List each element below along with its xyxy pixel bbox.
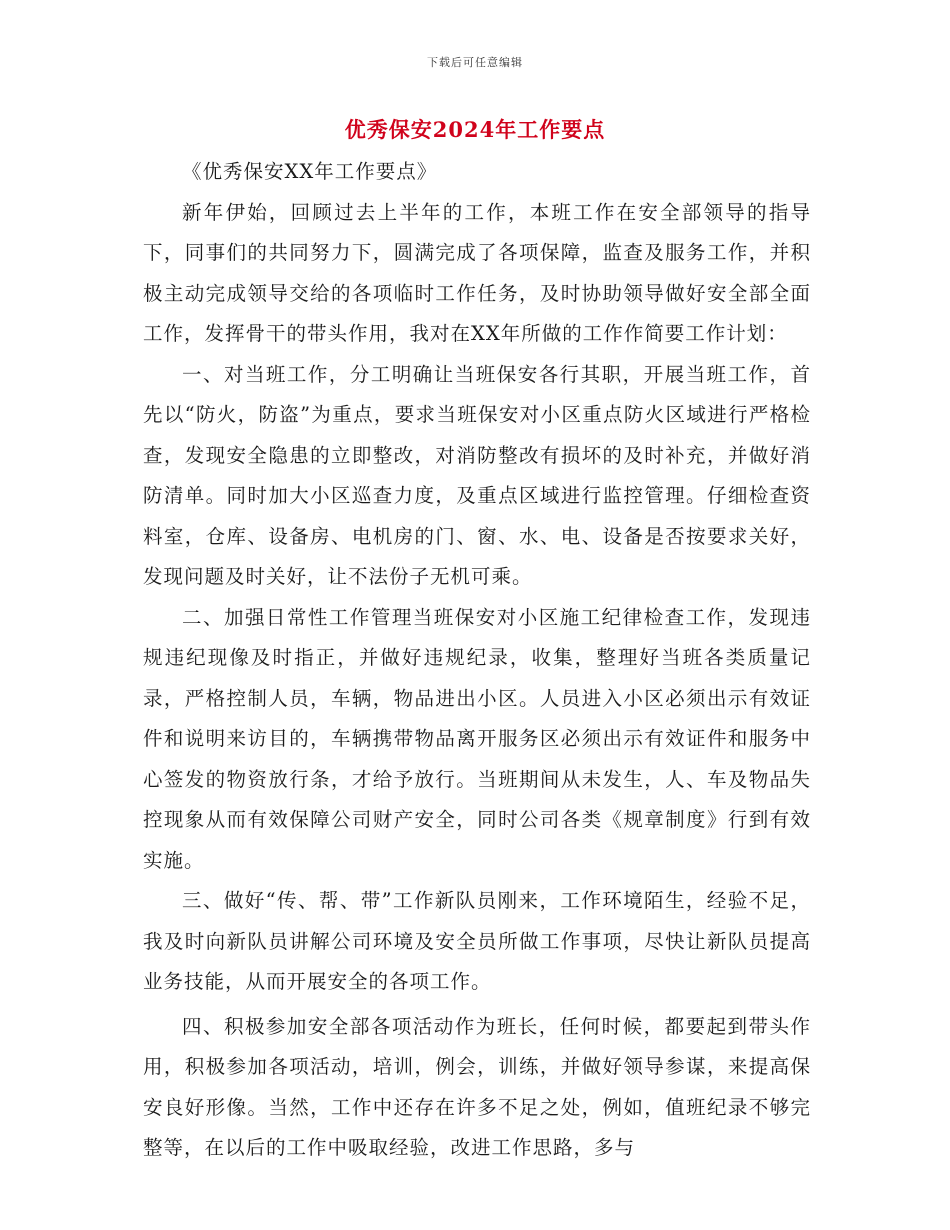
paragraph-subtitle: 《优秀保安XX年工作要点》	[182, 160, 438, 183]
paragraph-intro: 新年伊始，回顾过去上半年的工作，本班工作在安全部领导的指导下，同事们的共同努力下，圆满完成了各项保障，监查及服务工作，并积极主动完成领导交给的各项临时工作任务，及时协助领导做好安全部全面工作，发挥骨干的带头作用，我对在XX年所做的工作作简要工作计划：	[143, 200, 811, 345]
page-header-note: 下载后可任意编辑	[427, 56, 523, 69]
paragraph-point-3: 三、做好“传、帮、带”工作新队员刚来，工作环境陌生，经验不足，我及时向新队员讲解公司环境及安全员所做工作事项，尽快让新队员提高业务技能，从而开展安全的各项工作。	[143, 889, 811, 993]
document-body	[143, 152, 811, 1169]
paragraph-point-4: 四、积极参加安全部各项活动作为班长，任何时候，都要起到带头作用，积极参加各项活动，培训，例会，训练，并做好领导参谋，来提高保安良好形像。当然，工作中还存在许多不足之处，例如，值班纪录不够完整等，在以后的工作中吸取经验，改进工作思路，多与	[143, 1014, 811, 1159]
paragraph-point-1: 一、对当班工作，分工明确让当班保安各行其职，开展当班工作，首先以“防火，防盗”为重点，要求当班保安对小区重点防火区域进行严格检查，发现安全隐患的立即整改，对消防整改有损坏的及时补充，并做好消防清单。同时加大小区巡查力度，及重点区域进行监控管理。仔细检查资料室，仓库、设备房、电机房的门、窗、水、电、设备是否按要求关好，发现问题及时关好，让不法份子无机可乘。	[143, 362, 811, 588]
paragraph-point-2: 二、加强日常性工作管理当班保安对小区施工纪律检查工作，发现违规违纪现像及时指正，并做好违规纪录，收集，整理好当班各类质量记录，严格控制人员，车辆，物品进出小区。人员进入小区必须出示有效证件和说明来访目的，车辆携带物品离开服务区必须出示有效证件和服务中心签发的物资放行条，才给予放行。当班期间从未发生，人、车及物品失控现象从而有效保障公司财产安全，同时公司各类《规章制度》行到有效实施。	[143, 605, 811, 872]
document-title: 优秀保安2024年工作要点	[344, 117, 606, 142]
